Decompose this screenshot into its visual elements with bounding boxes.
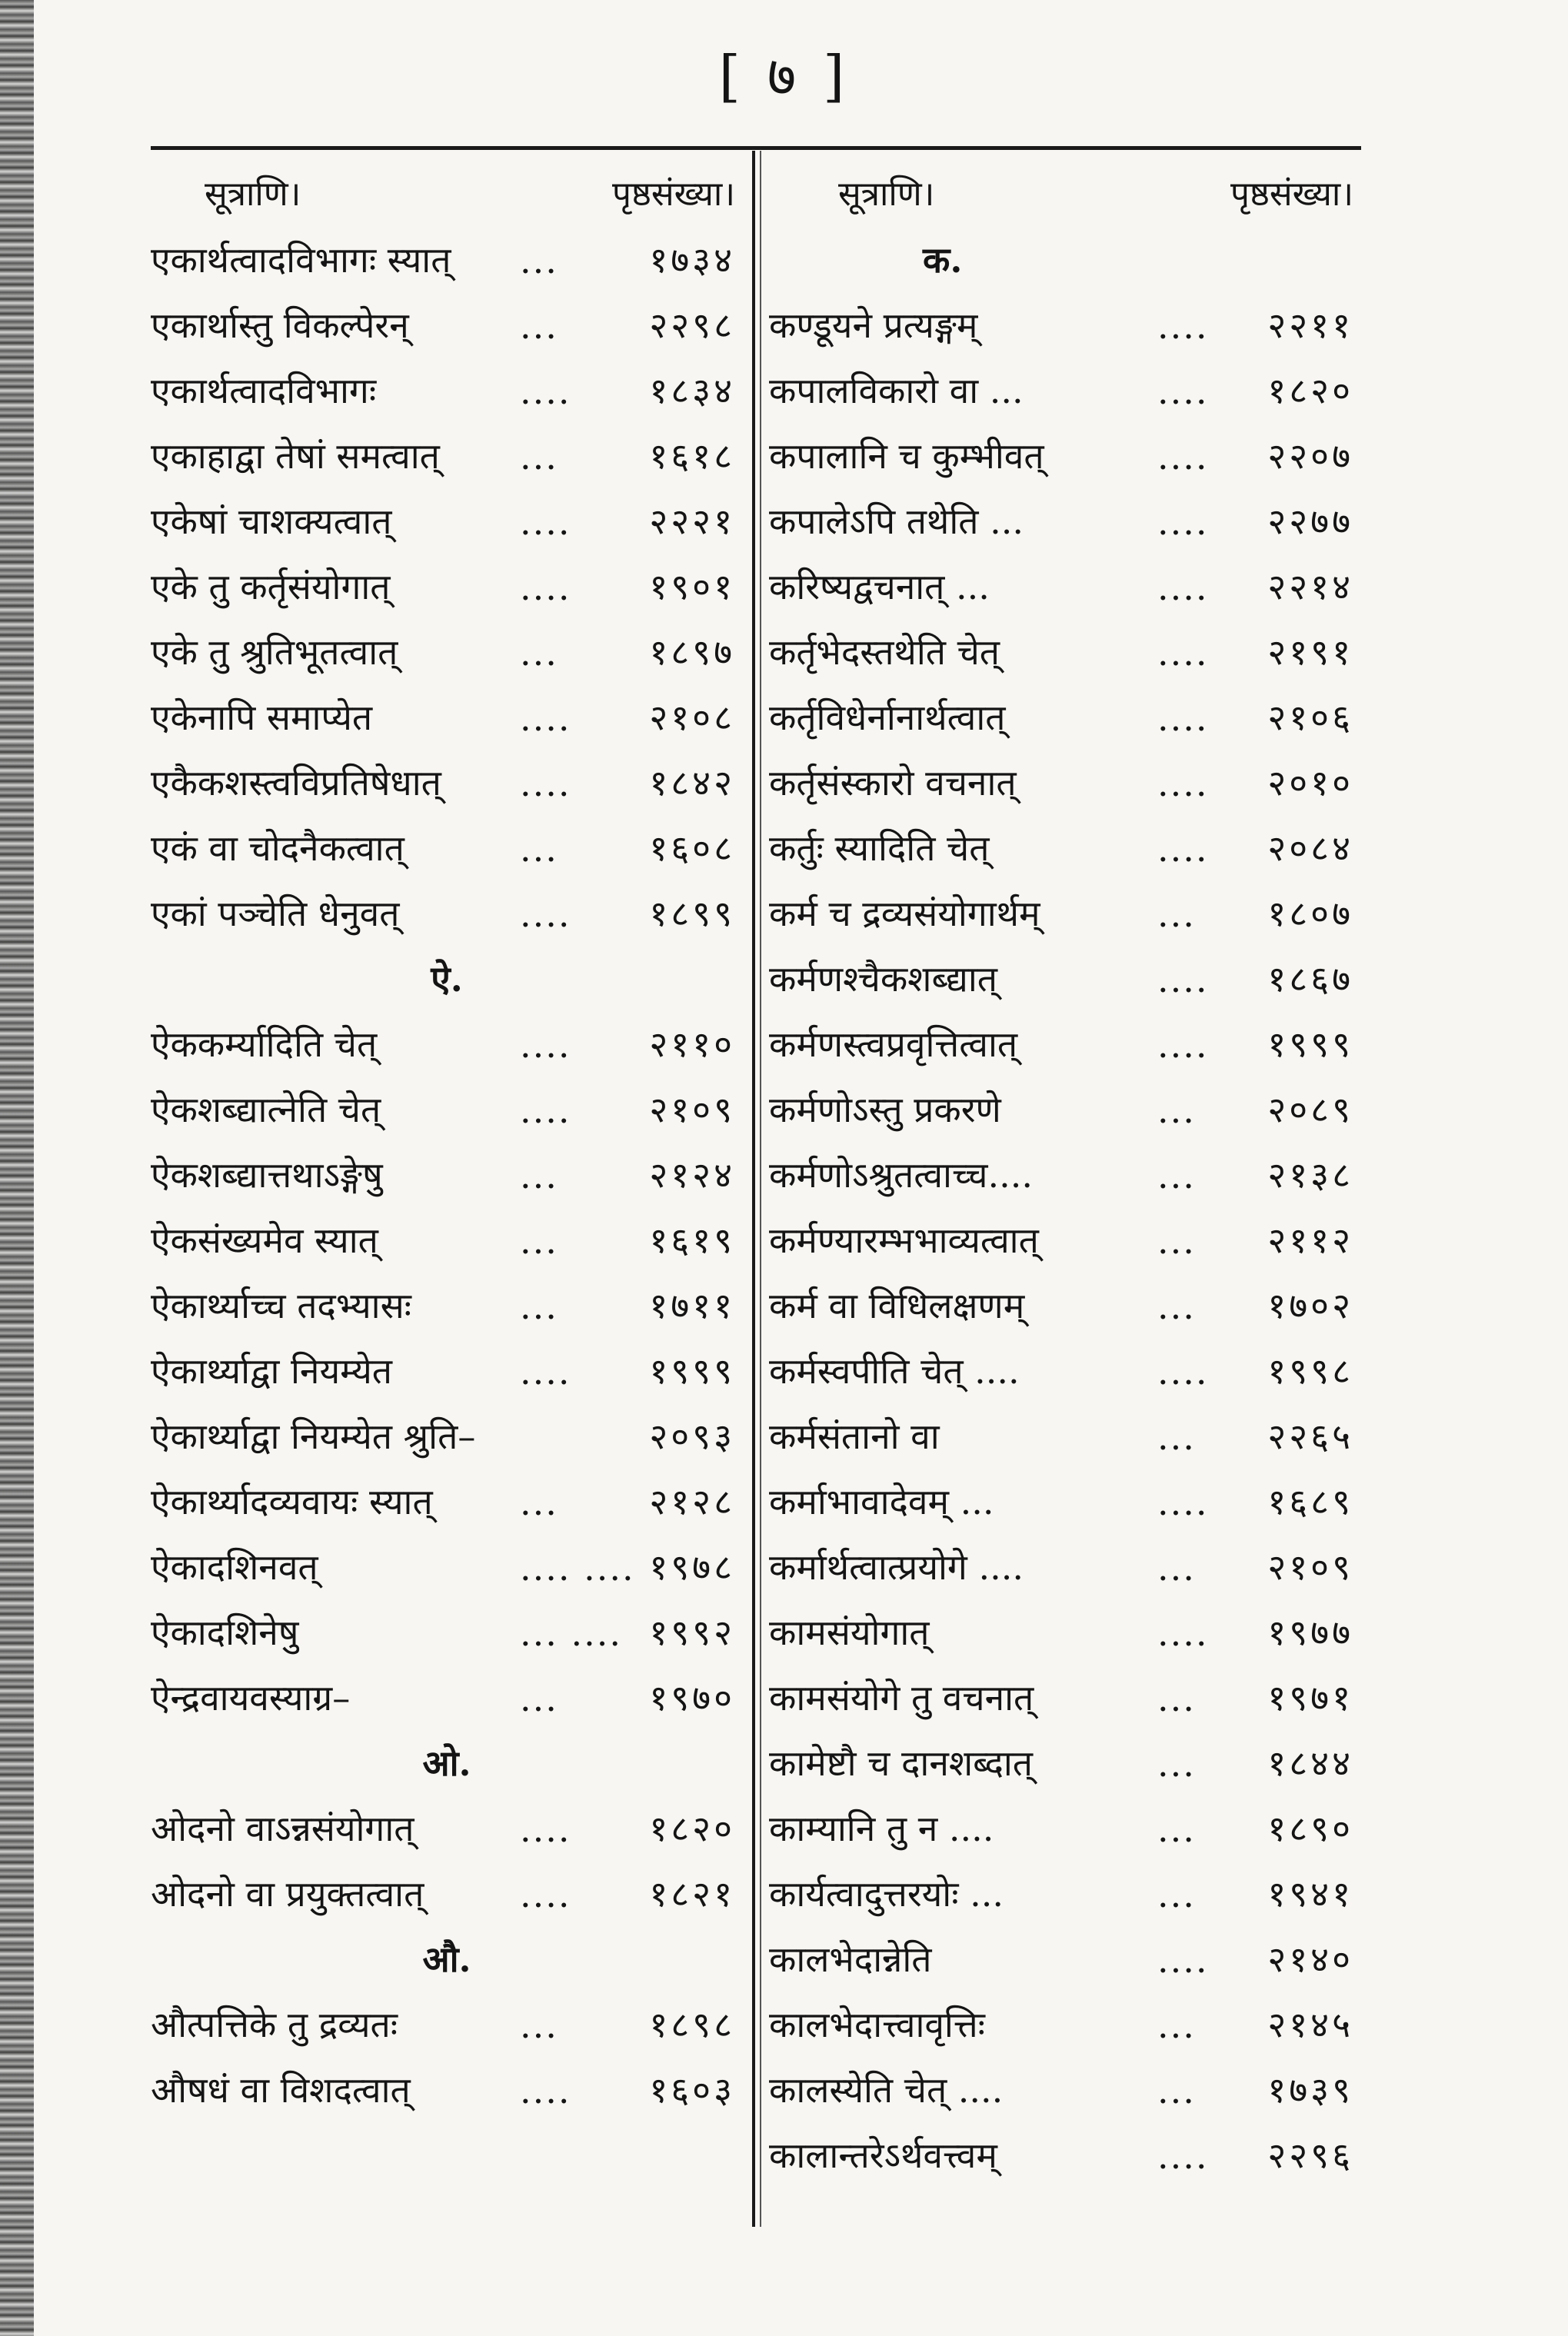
leader-dots: ....	[520, 501, 571, 543]
page-number-ref: १६०८	[649, 827, 735, 869]
page-number-ref: १९९२	[649, 1612, 735, 1653]
index-entry	[151, 1798, 743, 1863]
sutra-text: कर्तृभेदस्तथेति चेत्	[769, 631, 1000, 673]
leader-dots: ....	[1157, 567, 1209, 608]
leader-dots: ...	[1157, 1743, 1196, 1785]
leader-dots: ...	[1157, 2070, 1196, 2111]
index-entry	[769, 1602, 1361, 1667]
leader-dots: ....	[520, 1090, 571, 1131]
page-number-ref: १९७१	[1267, 1677, 1353, 1719]
page-number-ref: १८२०	[1267, 370, 1353, 411]
sutra-text: काम्यानि तु न ....	[769, 1808, 994, 1849]
page-number-ref: २२११	[1267, 304, 1353, 346]
leader-dots: .... ....	[520, 1547, 635, 1589]
section-letter: क.	[923, 239, 963, 281]
page-number-ref: १६१९	[649, 1220, 735, 1261]
index-entry	[151, 883, 743, 948]
index-entry	[151, 1406, 743, 1471]
sutra-text: ऐकार्थ्यादव्यवायः स्यात्	[151, 1481, 433, 1522]
leader-dots: ....	[520, 567, 571, 608]
leader-dots: ...	[520, 1482, 558, 1523]
leader-dots: ...	[520, 240, 558, 281]
leader-dots: ....	[1157, 371, 1209, 412]
index-entry	[151, 1079, 743, 1144]
sutra-header: सूत्राणि।	[205, 175, 301, 214]
page-number-ref: १७३४	[649, 239, 735, 281]
index-entry	[769, 1079, 1361, 1144]
leader-dots: ...	[1157, 1809, 1196, 1850]
index-entry	[769, 2125, 1361, 2190]
index-entry	[769, 1406, 1361, 1471]
leader-dots: ....	[1157, 436, 1209, 478]
page-number-ref: २१०९	[1267, 1546, 1353, 1588]
page-number-ref: १७११	[649, 1285, 735, 1326]
section-letter: ओ.	[422, 1742, 471, 1784]
index-entry	[151, 491, 743, 556]
sutra-header: सूत्राणि।	[838, 175, 935, 214]
index-entry	[769, 294, 1361, 360]
sutra-text: कालभेदान्नेति	[769, 1938, 932, 1980]
index-entry	[769, 883, 1361, 948]
sutra-text: कर्मण्यारम्भभाव्यत्वात्	[769, 1220, 1039, 1261]
sutra-text: ऐकादशिनवत्	[151, 1546, 318, 1588]
sutra-text: कर्मणस्त्वप्रवृत्तित्वात्	[769, 1023, 1018, 1065]
page-count-header: पृष्ठसंख्या।	[1230, 175, 1353, 214]
leader-dots: ....	[520, 2070, 571, 2111]
sutra-text: एके तु श्रुतिभूतत्वात्	[151, 631, 398, 673]
sutra-text: ऐकसंख्यमेव स्यात्	[151, 1220, 378, 1261]
index-entry	[151, 817, 743, 883]
right-rows	[769, 229, 1361, 2190]
index-entry	[151, 294, 743, 360]
leader-dots: ...	[520, 1220, 558, 1262]
leader-dots: ...	[1157, 1547, 1196, 1589]
sutra-text: कालभेदात्त्वावृत्तिः	[769, 2004, 985, 2045]
page-number-ref: १८०७	[1267, 893, 1353, 934]
leader-dots: ....	[1157, 959, 1209, 1000]
leader-dots: ....	[1157, 2135, 1209, 2177]
section-heading	[151, 1928, 743, 1994]
leader-dots: ....	[1157, 1612, 1209, 1654]
page-number-ref: १८४२	[649, 762, 735, 804]
page-number-ref: २२१४	[1267, 566, 1353, 607]
sutra-text: कपालेऽपि तथेति ...	[769, 501, 1024, 542]
leader-dots: ....	[1157, 763, 1209, 804]
index-entry	[769, 621, 1361, 687]
index-entry	[769, 1667, 1361, 1732]
page-number-ref: १६८९	[1267, 1481, 1353, 1522]
sutra-text: औत्पत्तिके तु द्रव्यतः	[151, 2004, 398, 2045]
page-number-ref: १९०१	[649, 566, 735, 607]
index-entry	[769, 425, 1361, 491]
leader-dots: ....	[1157, 697, 1209, 739]
page-number-ref: १८३४	[649, 370, 735, 411]
index-entry	[151, 1994, 743, 2059]
sutra-text: कर्तुः स्यादिति चेत्	[769, 827, 990, 869]
page-number-ref: २०९३	[649, 1416, 735, 1457]
page-number: [ ७ ]	[718, 44, 850, 108]
leader-dots: ...	[520, 2005, 558, 2046]
leader-dots: ....	[520, 893, 571, 935]
leader-dots: ...	[520, 436, 558, 478]
sutra-text: एकाहाद्वा तेषां समत्वात्	[151, 435, 440, 477]
index-entry	[151, 687, 743, 752]
index-entry	[151, 1144, 743, 1210]
index-entry	[769, 1536, 1361, 1602]
index-entry	[151, 1863, 743, 1928]
page-number-ref: २१३८	[1267, 1154, 1353, 1196]
page-number-ref: २२२१	[649, 501, 735, 542]
page-number-ref: २०१०	[1267, 762, 1353, 804]
leader-dots: ....	[1157, 1482, 1209, 1523]
sutra-text: एकैकशस्त्वविप्रतिषेधात्	[151, 762, 441, 804]
sutra-text: ऐकार्थ्याच्च तदभ्यासः	[151, 1285, 411, 1326]
sutra-text: ऐकार्थ्याद्वा नियम्येत	[151, 1350, 392, 1392]
section-letter: औ.	[422, 1938, 471, 1980]
sutra-text: कण्डूयने प्रत्यङ्गम्	[769, 304, 978, 346]
sutra-text: एकार्थत्वादविभागः	[151, 370, 377, 411]
sutra-text: कामसंयोगात्	[769, 1612, 930, 1653]
leader-dots: ...	[520, 632, 558, 674]
section-heading	[769, 229, 1361, 294]
index-entry	[769, 1994, 1361, 2059]
left-index-column	[151, 154, 743, 2125]
sutra-text: ऐन्द्रवायवस्याग्र–	[151, 1677, 351, 1719]
leader-dots: ...	[1157, 1220, 1196, 1262]
sutra-text: कामेष्टौ च दानशब्दात्	[769, 1742, 1034, 1784]
leader-dots: ... ....	[520, 1612, 622, 1654]
sutra-text: ऐकशब्द्यात्नेति चेत्	[151, 1089, 381, 1130]
sutra-text: औषधं वा विशदत्वात्	[151, 2069, 411, 2111]
sutra-text: एकेषां चाशक्यत्वात्	[151, 501, 392, 542]
page-number-ref: २११०	[649, 1023, 735, 1065]
page-number-ref: २१२४	[649, 1154, 735, 1196]
page-number-ref: २२९८	[649, 304, 735, 346]
leader-dots: ....	[520, 763, 571, 804]
leader-dots: ....	[520, 1351, 571, 1393]
sutra-text: करिष्यद्वचनात् ...	[769, 566, 990, 607]
sutra-text: एकां पञ्चेति धेनुवत्	[151, 893, 400, 934]
index-entry	[151, 1275, 743, 1340]
sutra-text: कपालविकारो वा ...	[769, 370, 1024, 411]
leader-dots: ....	[520, 1874, 571, 1915]
index-entry	[769, 1340, 1361, 1406]
sutra-text: ऐकादशिनेषु	[151, 1612, 299, 1653]
index-entry	[769, 2059, 1361, 2125]
header-rule	[151, 146, 1361, 150]
index-entry	[769, 687, 1361, 752]
sutra-text: एकार्थत्वादविभागः स्यात्	[151, 239, 451, 281]
leader-dots: ....	[520, 371, 571, 412]
page-number-ref: १६१८	[649, 435, 735, 477]
leader-dots: ...	[1157, 1155, 1196, 1196]
leader-dots: ...	[1157, 2005, 1196, 2046]
index-entry	[151, 1471, 743, 1536]
sutra-text: कर्मणश्चैकशब्द्यात्	[769, 958, 998, 1000]
page-number-ref: २२९६	[1267, 2135, 1353, 2176]
sutra-text: कर्तृविधेर्नानार्थत्वात्	[769, 697, 1006, 738]
page-number-ref: १७३९	[1267, 2069, 1353, 2111]
section-heading	[151, 948, 743, 1013]
index-entry	[769, 360, 1361, 425]
page-number-ref: १८४४	[1267, 1742, 1353, 1784]
sutra-text: कर्माभावादेवम् ...	[769, 1481, 994, 1522]
page-number-ref: १७०२	[1267, 1285, 1353, 1326]
leader-dots: ...	[1157, 1286, 1196, 1327]
index-entry	[151, 752, 743, 817]
right-column-header	[769, 154, 1361, 229]
leader-dots: ....	[1157, 305, 1209, 347]
sutra-text: एके तु कर्तृसंयोगात्	[151, 566, 391, 607]
index-entry	[769, 1210, 1361, 1275]
sutra-text: एकेनापि समाप्येत	[151, 697, 373, 738]
sutra-text: कालान्तरेऽर्थवत्त्वम्	[769, 2135, 997, 2176]
sutra-text: कर्मणोऽस्तु प्रकरणे	[769, 1089, 1001, 1130]
sutra-text: ऐकार्थ्याद्वा नियम्येत श्रुति–	[151, 1416, 476, 1457]
column-divider	[752, 151, 755, 2227]
index-entry	[151, 1667, 743, 1732]
leader-dots: ...	[1157, 1874, 1196, 1915]
page-number-ref: १८२०	[649, 1808, 735, 1849]
page-number-ref: १९९९	[649, 1350, 735, 1392]
leader-dots: ...	[1157, 1090, 1196, 1131]
index-entry	[151, 556, 743, 621]
index-entry	[769, 1013, 1361, 1079]
page-number-ref: २०८४	[1267, 827, 1353, 869]
page-number-ref: १८२१	[649, 1873, 735, 1915]
leader-dots: ...	[520, 828, 558, 870]
index-entry	[151, 425, 743, 491]
page-number-ref: १८९८	[649, 2004, 735, 2045]
leader-dots: ....	[1157, 828, 1209, 870]
leader-dots: ....	[520, 1809, 571, 1850]
sutra-text: कार्यत्वादुत्तरयोः ...	[769, 1873, 1004, 1915]
page-number-ref: २१०८	[649, 697, 735, 738]
leader-dots: ....	[1157, 1024, 1209, 1066]
page-number-ref: १६०३	[649, 2069, 735, 2111]
index-entry	[151, 621, 743, 687]
page-number-ref: २२०७	[1267, 435, 1353, 477]
index-entry	[151, 1602, 743, 1667]
page-number-ref: १९७८	[649, 1546, 735, 1588]
page-number-ref: १८९७	[649, 631, 735, 673]
page-number-ref: २०८९	[1267, 1089, 1353, 1130]
sutra-text: कपालानि च कुम्भीवत्	[769, 435, 1044, 477]
leader-dots: ...	[520, 1155, 558, 1196]
leader-dots: ...	[520, 1678, 558, 1719]
sutra-text: एकं वा चोदनैकत्वात्	[151, 827, 404, 869]
page-number-ref: १९७७	[1267, 1612, 1353, 1653]
scanned-page-edge	[0, 0, 34, 2336]
page-number-ref: २१४५	[1267, 2004, 1353, 2045]
index-entry	[769, 1863, 1361, 1928]
column-divider-inner	[760, 151, 761, 2227]
index-entry	[769, 817, 1361, 883]
leader-dots: ...	[520, 1286, 558, 1327]
index-entry	[151, 2059, 743, 2125]
page-number-ref: २१९१	[1267, 631, 1353, 673]
page-number-ref: १८९०	[1267, 1808, 1353, 1849]
page-number-ref: २१०९	[649, 1089, 735, 1130]
page-number-ref: २११२	[1267, 1220, 1353, 1261]
sutra-text: ओदनो वा प्रयुक्तत्वात्	[151, 1873, 424, 1915]
left-column-header	[151, 154, 743, 229]
index-entry	[151, 1013, 743, 1079]
sutra-text: कामसंयोगे तु वचनात्	[769, 1677, 1034, 1719]
sutra-text: कालस्येति चेत् ....	[769, 2069, 1004, 2111]
sutra-text: कर्म वा विधिलक्षणम्	[769, 1285, 1025, 1326]
right-index-column	[769, 154, 1361, 2190]
index-entry	[769, 752, 1361, 817]
index-entry	[151, 1340, 743, 1406]
page-number-ref: २१४०	[1267, 1938, 1353, 1980]
page-number-ref: १८९९	[649, 893, 735, 934]
leader-dots: ....	[1157, 1939, 1209, 1981]
index-entry	[151, 229, 743, 294]
leader-dots: ....	[1157, 632, 1209, 674]
sutra-text: कर्म च द्रव्यसंयोगार्थम्	[769, 893, 1040, 934]
sutra-text: कर्तृसंस्कारो वचनात्	[769, 762, 1017, 804]
sutra-text: एकार्थास्तु विकल्पेरन्	[151, 304, 409, 346]
leader-dots: ...	[520, 305, 558, 347]
index-entry	[769, 1798, 1361, 1863]
leader-dots: ....	[520, 697, 571, 739]
page-number-ref: २२७७	[1267, 501, 1353, 542]
sutra-text: ओदनो वाऽन्नसंयोगात्	[151, 1808, 414, 1849]
sutra-text: ऐककर्म्यादिति चेत्	[151, 1023, 378, 1065]
page-number-ref: २२६५	[1267, 1416, 1353, 1457]
page-count-header: पृष्ठसंख्या।	[612, 175, 735, 214]
page-number-ref: १९९९	[1267, 1023, 1353, 1065]
sutra-text: कर्मस्वपीति चेत् ....	[769, 1350, 1020, 1392]
page-number-ref: २१०६	[1267, 697, 1353, 738]
sutra-text: कर्मणोऽश्रुतत्वाच्च....	[769, 1154, 1033, 1196]
section-heading	[151, 1732, 743, 1798]
page-number-ref: १९९८	[1267, 1350, 1353, 1392]
sutra-text: कर्मार्थत्वात्प्रयोगे ....	[769, 1546, 1024, 1588]
index-entry	[769, 1275, 1361, 1340]
section-letter: ऐ.	[431, 958, 463, 1000]
page-number-ref: २१२८	[649, 1481, 735, 1522]
page-number-ref: १८६७	[1267, 958, 1353, 1000]
index-entry	[769, 948, 1361, 1013]
index-entry	[769, 1144, 1361, 1210]
leader-dots: ....	[1157, 501, 1209, 543]
leader-dots: ....	[520, 1024, 571, 1066]
index-entry	[769, 1928, 1361, 1994]
index-entry	[769, 491, 1361, 556]
leader-dots: ...	[1157, 893, 1196, 935]
index-entry	[151, 1210, 743, 1275]
page-number-ref: १९७०	[649, 1677, 735, 1719]
sutra-text: ऐकशब्द्यात्तथाऽङ्गेषु	[151, 1154, 383, 1196]
leader-dots: ...	[1157, 1678, 1196, 1719]
index-entry	[769, 1732, 1361, 1798]
sutra-text: कर्मसंतानो वा	[769, 1416, 940, 1457]
left-rows	[151, 229, 743, 2125]
index-entry	[151, 1536, 743, 1602]
index-entry	[769, 556, 1361, 621]
index-entry	[151, 360, 743, 425]
index-entry	[769, 1471, 1361, 1536]
page-number-ref: १९४१	[1267, 1873, 1353, 1915]
leader-dots: ...	[1157, 1416, 1196, 1458]
leader-dots: ....	[1157, 1351, 1209, 1393]
